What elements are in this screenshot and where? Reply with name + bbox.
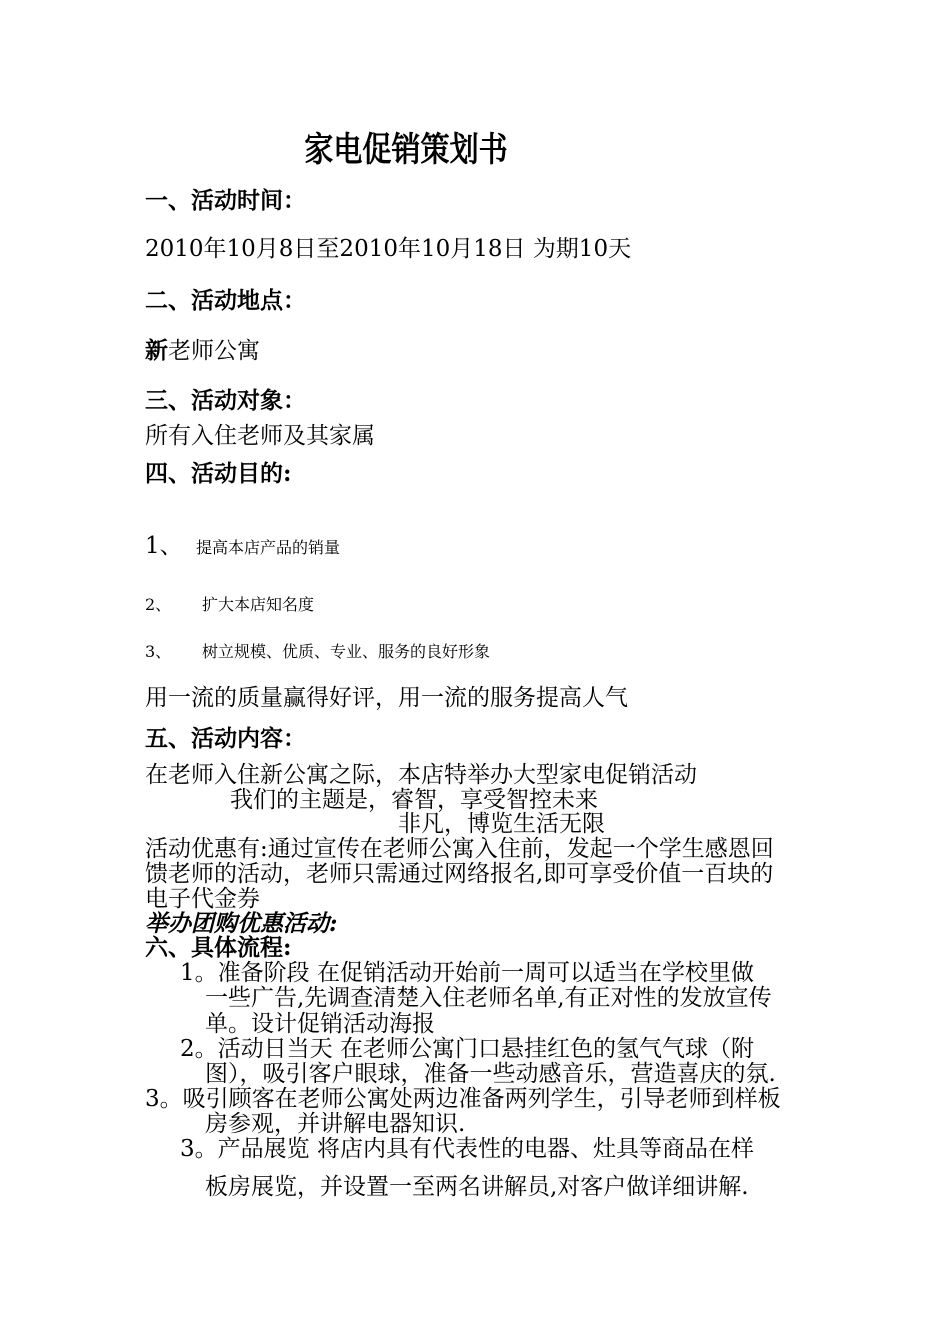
section-heading-audience: 三、活动对象： bbox=[145, 387, 306, 414]
activity-location-text bbox=[145, 339, 260, 363]
purpose-summary: 用一流的质量赢得好评，用一流的服务提高人气 bbox=[145, 685, 628, 711]
content-line-1: 在老师入住新公寓之际，本店特举办大型家电促销活动 bbox=[145, 762, 697, 788]
activity-audience-text: 所有入住老师及其家属 bbox=[145, 423, 375, 449]
content-line-6: 电子代金券 bbox=[145, 886, 260, 912]
purpose-item-3-text: 树立规模、优质、专业、服务的良好形象 bbox=[202, 642, 491, 661]
content-line-4: 活动优惠有:通过宣传在老师公寓入住前，发起一个学生感恩回 bbox=[145, 836, 774, 862]
process-line-9: 板房展览，并设置一至两名讲解员,对客户做详细讲解. bbox=[205, 1174, 749, 1200]
purpose-item-2-text: 扩大本店知名度 bbox=[202, 595, 315, 614]
activity-time-text: 2010年10月8日至2010年10月18日 为期10天 bbox=[145, 236, 632, 262]
content-line-2: 我们的主题是，睿智，享受智控未来 bbox=[230, 787, 598, 813]
document-title: 家电促销策划书 bbox=[304, 130, 508, 170]
content-line-5: 馈老师的活动，老师只需通过网络报名,即可享受价值一百块的 bbox=[145, 861, 774, 887]
process-line-7: 房参观，并讲解电器知识. bbox=[205, 1111, 466, 1137]
process-line-2: 一些广告,先调查清楚入住老师名单,有正对性的发放宣传 bbox=[205, 985, 772, 1011]
location-first-char: 新 bbox=[145, 337, 168, 364]
section-heading-content: 五、活动内容： bbox=[145, 725, 306, 752]
purpose-item-1-number: 1、 bbox=[145, 533, 183, 559]
purpose-item-3-number: 3、 bbox=[145, 642, 172, 661]
process-line-5: 图），吸引客户眼球，准备一些动感音乐，营造喜庆的氛. bbox=[205, 1061, 776, 1087]
process-line-8: 3。产品展览 将店内具有代表性的电器、灶具等商品在样 bbox=[180, 1136, 754, 1162]
section-heading-time: 一、活动时间： bbox=[145, 187, 306, 214]
content-line-3: 非凡，博览生活无限 bbox=[398, 811, 605, 837]
process-line-6: 3。吸引顾客在老师公寓处两边准备两列学生，引导老师到样板 bbox=[145, 1086, 781, 1112]
process-line-4: 2。活动日当天 在老师公寓门口悬挂红色的氢气气球（附 bbox=[180, 1036, 754, 1062]
purpose-item-2-number: 2、 bbox=[145, 595, 172, 614]
process-line-1: 1。准备阶段 在促销活动开始前一周可以适当在学校里做 bbox=[180, 960, 754, 986]
location-rest: 老师公寓 bbox=[168, 338, 260, 364]
group-buy-line: 举办团购优惠活动: bbox=[145, 910, 338, 937]
section-heading-purpose: 四、活动目的: bbox=[145, 460, 292, 487]
section-heading-process: 六、具体流程: bbox=[145, 934, 292, 961]
purpose-item-1-text: 提高本店产品的销量 bbox=[196, 538, 341, 557]
process-line-3: 单。设计促销活动海报 bbox=[205, 1011, 435, 1037]
section-heading-location: 二、活动地点： bbox=[145, 287, 306, 314]
